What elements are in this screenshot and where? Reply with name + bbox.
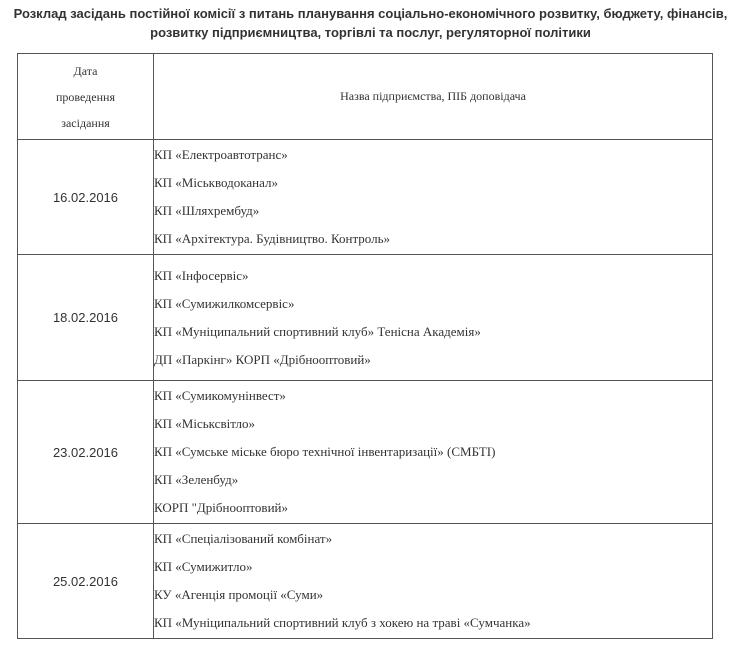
enterprise-item: КП «Муніципальний спортивний клуб» Тенісна Академія» xyxy=(154,323,481,339)
enterprise-item: КП «Сумське міське бюро технічної інвентаризації» (СМБТІ) xyxy=(154,444,496,459)
enterprise-item: КП «Сумижилкомсервіс» xyxy=(154,295,295,311)
enterprise-item: КП «Міськсвітло» xyxy=(154,416,256,431)
page-title-line-1: Розклад засідань постійної комісії з питань планування соціально-економічного розвитку, бюджету, фінансів, xyxy=(13,6,728,21)
enterprise-item: КП «Інфосервіс» xyxy=(154,267,249,283)
enterprise-item: КП «Муніципальний спортивний клуб з хокею на траві «Сумчанка» xyxy=(154,615,531,630)
meeting-date: 16.02.2016 xyxy=(18,140,154,255)
enterprise-item: ДП «Паркінг» КОРП «Дрібнооптовий» xyxy=(154,351,371,367)
enterprise-item: КП «Електроавтотранс» xyxy=(154,147,288,162)
enterprise-item: КП «Спеціалізований комбінат» xyxy=(154,531,333,546)
page-title xyxy=(0,4,741,42)
meeting-date: 23.02.2016 xyxy=(18,381,154,524)
table-row xyxy=(18,381,713,524)
enterprise-item: КП «Міськводоканал» xyxy=(154,175,279,190)
enterprise-list xyxy=(154,140,713,255)
meeting-date: 18.02.2016 xyxy=(18,255,154,381)
enterprise-list xyxy=(154,524,713,639)
enterprise-item: КП «Сумикомунінвест» xyxy=(154,388,286,403)
enterprise-item: КП «Сумижитло» xyxy=(154,559,253,574)
enterprise-list xyxy=(154,381,713,524)
table-row xyxy=(18,524,713,639)
schedule-table xyxy=(17,53,713,639)
header-date-line: проведення xyxy=(56,89,115,104)
header-date xyxy=(18,54,154,140)
enterprise-item: КУ «Агенція промоції «Суми» xyxy=(154,587,324,602)
header-date-line: Дата xyxy=(73,63,98,78)
enterprise-list xyxy=(154,255,713,381)
enterprise-item: КП «Архітектура. Будівництво. Контроль» xyxy=(154,231,391,246)
enterprise-item: КП «Зеленбуд» xyxy=(154,472,239,487)
header-date-line: засідання xyxy=(61,115,110,130)
table-row xyxy=(18,255,713,381)
meeting-date: 25.02.2016 xyxy=(18,524,154,639)
enterprise-item: КОРП "Дрібнооптовий» xyxy=(154,500,288,515)
table-header-row xyxy=(18,54,713,140)
table-row xyxy=(18,140,713,255)
header-name: Назва підприємства, ПІБ доповідача xyxy=(154,54,713,140)
enterprise-item: КП «Шляхрембуд» xyxy=(154,203,260,218)
page-title-line-2: розвитку підприємництва, торгівлі та послуг, регуляторної політики xyxy=(150,25,591,40)
